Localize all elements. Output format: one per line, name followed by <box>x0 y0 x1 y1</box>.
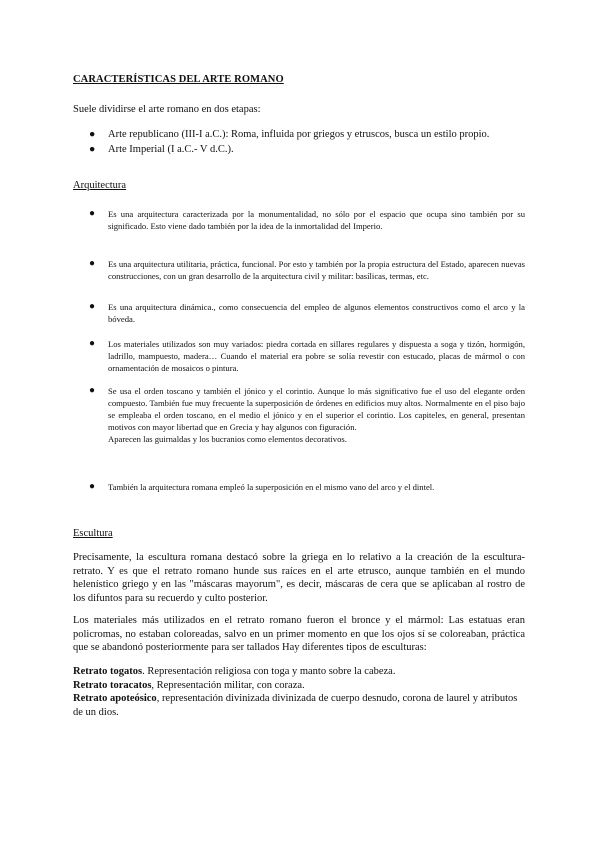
intro-text: Suele dividirse el arte romano en dos etapas: <box>73 104 261 115</box>
list-item: ● Es una arquitectura utilitaria, práctica, funcional. Por esto y también por la propia estructura del Estado, aparecen nuevas construcciones, con un gran desarrollo de la arquitectura civil y militar: basílicas, termas, etc. <box>89 258 525 281</box>
arquitectura-list <box>73 208 525 498</box>
bullet-icon: ● <box>89 338 96 349</box>
retrato-term: Retrato toracatos <box>73 679 152 691</box>
list-item: Retrato apoteósico, representación divinizada divinizada de cuerpo desnudo, corona de laurel y atributos de un dios. <box>73 693 518 718</box>
escultura-paragraph-2: Los materiales más utilizados en el retrato romano fueron el bronce y el mármol: Las estatuas eran policromas, no estaban coloreadas, salvo en un primer momento en que los ojos sí se coloreaban, práctica que se abandonó posteriormente para ser tallados Hay diferentes tipos de esculturas: <box>73 615 525 653</box>
bullet-icon: ● <box>89 258 96 269</box>
retrato-term: Retrato togatos <box>73 666 143 677</box>
retratos-list <box>73 665 525 719</box>
bullet-icon: ● <box>89 385 96 396</box>
bullet-icon: ● <box>89 208 96 219</box>
bullet-icon: ● <box>89 144 96 155</box>
list-item: ● Arte republicano (III-I a.C.): Roma, influida por griegos y etruscos, busca un estilo propio. <box>89 129 490 140</box>
list-item: ● Arte Imperial (I a.C.- V d.C.). <box>89 144 234 155</box>
bullet-icon: ● <box>89 481 96 492</box>
list-item: ● Es una arquitectura caracterizada por la monumentalidad, no sólo por el espacio que ocupa sino también por su significado. Esto viene dado también por la idea de la inmortalidad del Imperio. <box>89 208 525 231</box>
list-item: ● Se usa el orden toscano y también el jónico y el corintio. Aunque lo más significativo fue el uso del elegante orden compuesto. También fue muy frecuente la superposición de órdenes en edificios muy altos. Normalmente en el piso bajo se empleaba el orden toscano, en el medio el jónico y en el superior el corintio. Los capiteles, en general, presentan motivos con mayor libertad que en Grecia y hay algunos con figuración. Aparecen las guirnaldas y los bucranios como elementos decorativos. <box>89 385 525 444</box>
bullet-icon: ● <box>89 129 96 140</box>
list-item: ● Los materiales utilizados son muy variados: piedra cortada en sillares regulares y dispuesta a soga y tizón, hormigón, ladrillo, mampuesto, madera… Cuando el material era pobre se solía revestir con estucado, placas de mármol o con ornamentación de mosaicos o pintura. <box>89 338 525 373</box>
escultura-paragraph-1: Precisamente, la escultura romana destacó sobre la griega en lo relativo a la creación de la escultura-retrato. Y es que el retrato romano hunde sus raíces en el arte etrusco, aunque también en el mundo helenístico griego y en las "máscaras mayorum", es decir, máscaras de cera que se aplicaban al rostro de los difuntos para su recuerdo y culto posterior. <box>73 552 525 604</box>
page-title: CARACTERÍSTICAS DEL ARTE ROMANO <box>73 74 284 85</box>
list-item: Retrato togatos. Representación religiosa con toga y manto sobre la cabeza. <box>73 666 396 677</box>
retrato-term: Retrato apoteósico <box>73 693 157 704</box>
list-item: ● También la arquitectura romana empleó la superposición en el mismo vano del arco y el dintel. <box>89 481 435 492</box>
guirnaldas-note: Aparecen las guirnaldas y los bucranios como elementos decorativos. <box>108 434 347 444</box>
list-item: Retrato toracatos, Representación militar, con coraza. <box>73 679 305 691</box>
etapas-list <box>73 127 525 157</box>
bullet-icon: ● <box>89 301 96 312</box>
section-heading-escultura: Escultura <box>73 528 113 539</box>
section-heading-arquitectura: Arquitectura <box>73 180 127 191</box>
list-item: ● Es una arquitectura dinámica., como consecuencia del empleo de algunos elementos constructivos como el arco y la bóveda. <box>89 301 525 324</box>
